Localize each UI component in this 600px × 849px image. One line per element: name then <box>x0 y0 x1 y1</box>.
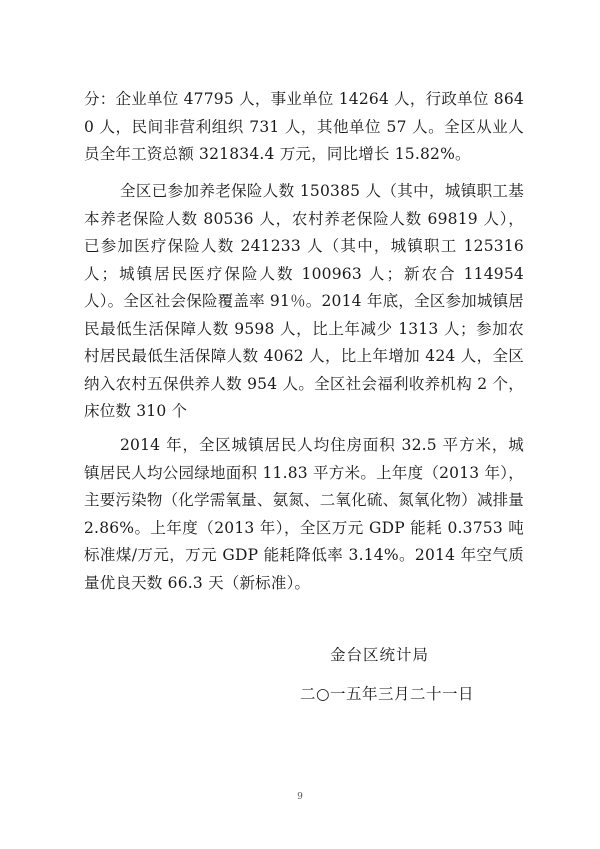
paragraph-employment: 分：企业单位 47795 人，事业单位 14264 人，行政单位 8640 人，民间非营利组织 731 人，其他单位 57 人。全区从业人员全年工资总额 321834.4 万元，同比增长 15.82%。 <box>84 90 524 163</box>
signature-date: 二○一五年三月二十一日 <box>300 685 475 703</box>
paragraph-housing-environment: 2014 年，全区城镇居民人均住房面积 32.5 平方米，城镇居民人均公园绿地面积 11.83 平方米。上年度（2013 年），主要污染物（化学需氧量、氨氮、二氧化硫、氮氧化物）减排量 2.86%。上年度（2013 年），全区万元 GDP 能耗 0.3753 吨标准煤/万元，万元 GDP 能耗降低率 3.14%。2014 年空气质量优良天数 66.3 天（新标准）。 <box>84 436 524 592</box>
paragraph-social-insurance: 全区已参加养老保险人数 150385 人（其中，城镇职工基本养老保险人数 80536 人，农村养老保险人数 69819 人），已参加医疗保险人数 241233 人（其中，城镇职工 125316 人；城镇居民医疗保险人数 100963 人；新农合 114954 人）。全区社会保险覆盖率 91％。2014 年底，全区参加城镇居民最低生活保障人数 9598 人，比上年减少 1313 人；参加农村居民最低生活保障人数 4062 人，比上年增加 424 人，全区纳入农村五保供养人数 954 人。全区社会福利收养机构 2 个，床位数 310 个 <box>84 182 524 420</box>
signature-organization: 金台区统计局 <box>330 646 430 664</box>
page-number: 9 <box>297 792 303 802</box>
